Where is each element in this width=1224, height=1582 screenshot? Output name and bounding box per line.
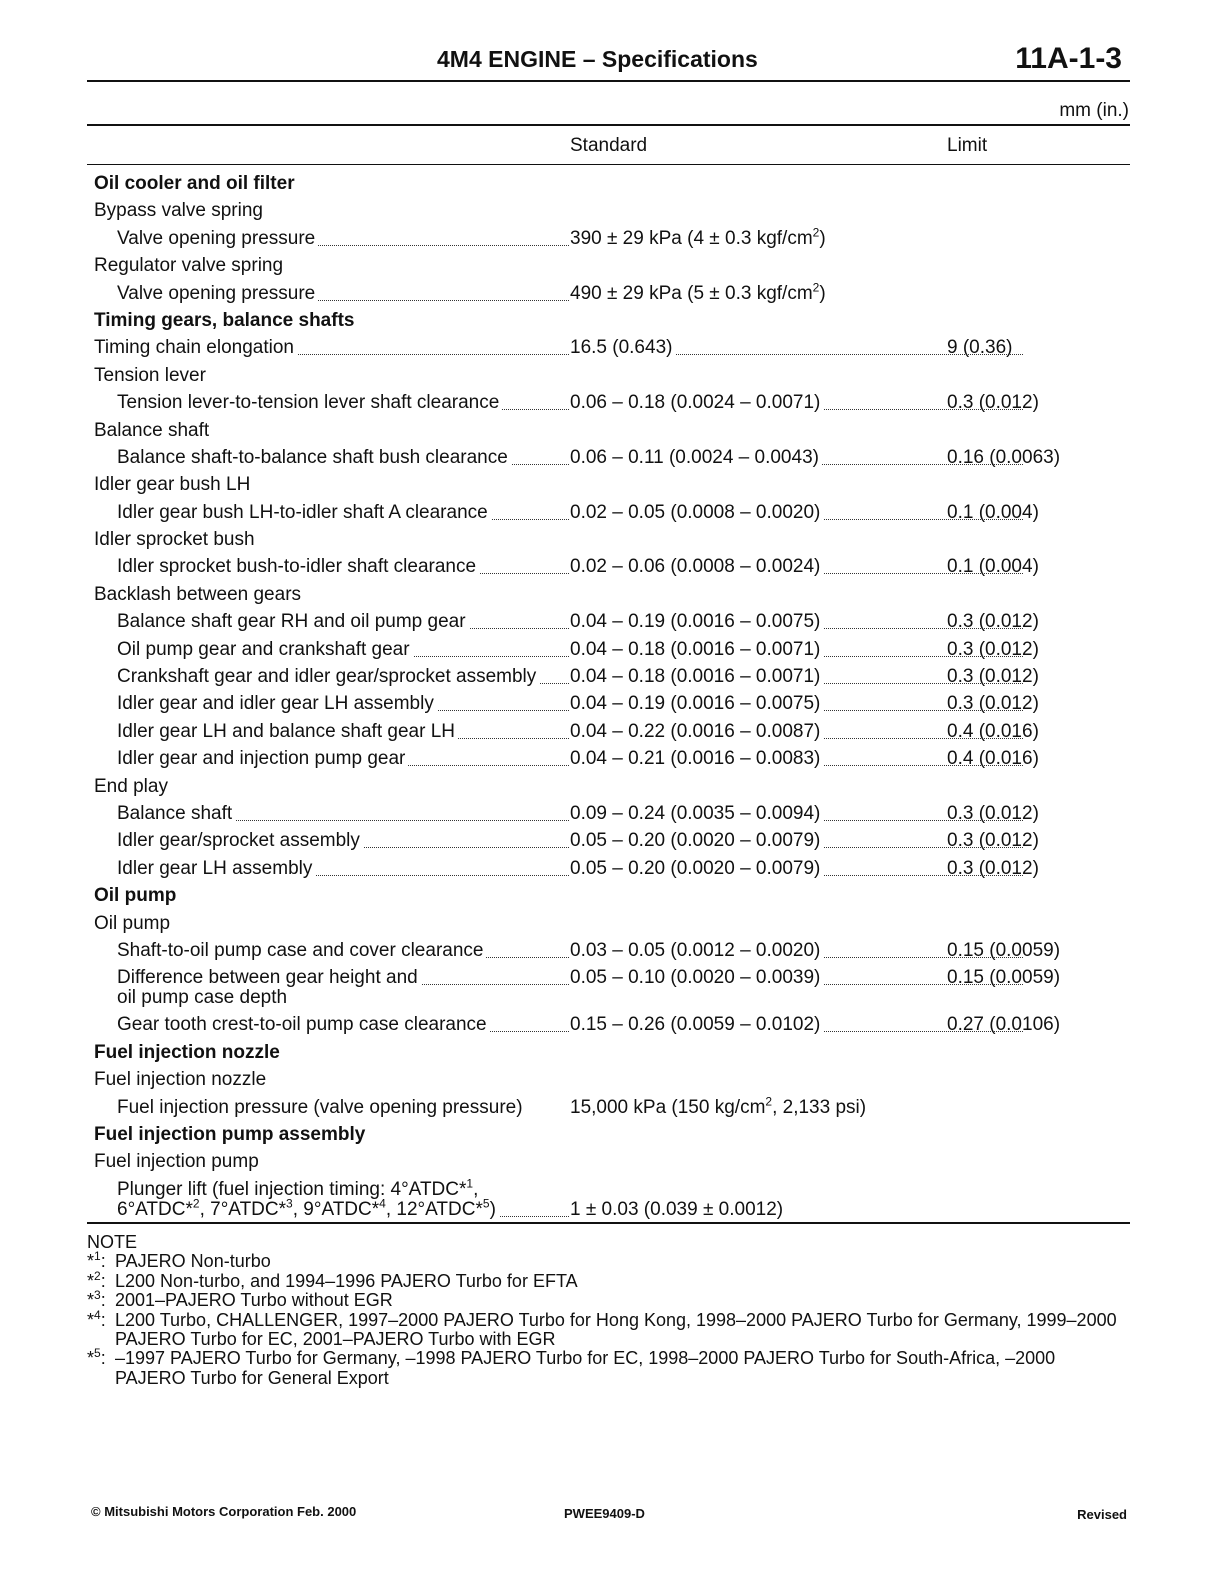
table-row [94,553,1130,580]
item-label: Idler gear LH assembly [117,858,315,879]
note-item [87,1346,1127,1388]
table-row [94,444,1130,471]
standard-value [570,964,823,991]
item-label: Oil pump gear and crankshaft gear [117,639,413,660]
note-text: L200 Non-turbo, and 1994–1996 PAJERO Turbo for EFTA [115,1270,578,1291]
item-label: Idler sprocket bush [94,529,258,550]
limit-value: 0.16 (0.0063) [947,446,1061,468]
item-label: Balance shaft [117,803,235,824]
standard-value [570,444,822,471]
item-label: Fuel injection pump [94,1151,262,1172]
standard-text: 0.04 – 0.18 (0.0016 – 0.0071) [570,666,823,687]
item-cell [94,581,304,608]
standard-text: 0.04 – 0.18 (0.0016 – 0.0071) [570,639,823,660]
item-cell [94,362,209,389]
standard-value [570,334,675,361]
item-cell [94,252,286,279]
section-heading [94,170,1130,197]
item-label: Valve opening pressure [117,283,318,304]
standard-text: 0.02 – 0.05 (0.0008 – 0.0020) [570,502,823,523]
item-label: Idler gear and injection pump gear [117,748,408,769]
table-row [94,964,1130,1011]
note-marker: *$^2$: [87,1268,106,1291]
note-marker: *$^3$: [87,1288,106,1311]
notes-title: NOTE [87,1232,138,1252]
item-cell [117,964,421,1011]
item-cell [117,745,408,772]
section-heading [94,1039,1130,1066]
item-cell [117,636,413,663]
item-cell [117,389,502,416]
item-label: Tension lever-to-tension lever shaft clearance [117,392,502,413]
item-label: Plunger lift (fuel injection timing: 4°ATDC*$^1$, 6°ATDC*$^2$, 7°ATDC*$^3$, 9°ATDC*$^4$, 12°ATDC*$^5$) [117,1180,499,1220]
item-cell [94,1121,368,1148]
standard-value [570,663,823,690]
limit-value: 0.27 (0.0106) [947,1014,1061,1036]
item-cell [117,280,318,307]
standard-value [570,636,823,663]
standard-text: 0.02 – 0.06 (0.0008 – 0.0024) [570,556,823,577]
standard-value [570,937,823,964]
item-cell [94,471,253,498]
standard-text: 390 ± 29 kPa (4 ± 0.3 kgf/$cm^2$) [570,228,829,249]
note-text: –1997 PAJERO Turbo for Germany, –1998 PAJERO Turbo for EC, 1998–2000 PAJERO Turbo for South-Africa, –2000 PAJERO Turbo for General Export [115,1348,1056,1388]
item-cell [94,307,357,334]
column-header-limit: Limit [947,135,988,156]
item-label: Oil cooler and oil filter [94,173,298,194]
item-label: Fuel injection nozzle [94,1042,283,1063]
standard-value [570,608,823,635]
standard-text: 0.05 – 0.20 (0.0020 – 0.0079) [570,830,823,851]
limit-value: 0.3 (0.012) [947,693,1039,715]
section-heading [94,1121,1130,1148]
item-cell [117,855,315,882]
item-label: Idler sprocket bush-to-idler shaft clearance [117,556,479,577]
item-cell [117,1176,499,1223]
standard-value [570,827,823,854]
standard-value [570,800,823,827]
item-label: Fuel injection pump assembly [94,1124,368,1145]
item-cell [94,910,173,937]
item-cell [117,663,539,690]
item-label: Gear tooth crest-to-oil pump case clearance [117,1014,490,1035]
item-label: Oil pump [94,885,179,906]
item-cell [117,827,363,854]
table-row [94,1011,1130,1038]
unit-label: mm (in.) [1059,100,1129,121]
limit-value: 0.1 (0.004) [947,556,1039,578]
standard-value [570,1094,869,1121]
table-row [94,1094,1130,1121]
item-cell [117,608,469,635]
spec-table [94,170,1130,1223]
table-row [94,1176,1130,1223]
item-label: Tension lever [94,365,209,386]
limit-value: 0.3 (0.012) [947,666,1039,688]
standard-value [570,553,823,580]
standard-text: 490 ± 29 kPa (5 ± 0.3 kgf/$cm^2$) [570,283,829,304]
item-label: Fuel injection pressure (valve opening pressure) [117,1097,526,1118]
standard-text: 0.06 – 0.18 (0.0024 – 0.0071) [570,392,823,413]
note-marker: *$^1$: [87,1249,106,1272]
limit-value: 0.3 (0.012) [947,830,1039,852]
limit-value: 0.3 (0.012) [947,392,1039,414]
item-cell [94,882,179,909]
item-cell [117,1011,490,1038]
standard-value [570,499,823,526]
table-row [94,389,1130,416]
item-label: Balance shaft-to-balance shaft bush clearance [117,447,511,468]
standard-value [570,690,823,717]
item-label: Idler gear/sprocket assembly [117,830,363,851]
item-cell [94,1148,262,1175]
standard-value [570,855,823,882]
note-text: L200 Turbo, CHALLENGER, 1997–2000 PAJERO Turbo for Hong Kong, 1998–2000 PAJERO Turbo for Germany, 1999–2000 PAJERO Turbo for EC, 2001–PAJERO Turbo with EGR [115,1309,1117,1350]
table-row [94,1148,1130,1175]
table-row [94,855,1130,882]
item-cell [117,553,479,580]
item-cell [117,1094,526,1121]
limit-value: 0.1 (0.004) [947,501,1039,523]
table-row [94,499,1130,526]
note-marker: *$^5$: [87,1346,106,1369]
item-label: Balance shaft [94,420,212,441]
item-label: Regulator valve spring [94,255,286,276]
item-cell [94,334,297,361]
standard-text: 0.04 – 0.19 (0.0016 – 0.0075) [570,693,823,714]
note-marker: *$^4$: [87,1307,106,1330]
item-cell [94,417,212,444]
standard-text: 0.04 – 0.21 (0.0016 – 0.0083) [570,748,823,769]
standard-text: 0.04 – 0.19 (0.0016 – 0.0075) [570,611,823,632]
page-number: 11A-1-3 [1015,42,1122,75]
notes-section [87,1233,1127,1388]
item-cell [117,444,511,471]
item-label: End play [94,776,171,797]
standard-text: 0.15 – 0.26 (0.0059 – 0.0102) [570,1014,823,1035]
table-top-rule [87,124,1130,126]
item-cell [117,225,318,252]
item-label: Idler gear and idler gear LH assembly [117,693,437,714]
standard-value [570,389,823,416]
limit-value: 0.15 (0.0059) [947,967,1061,989]
item-label: Idler gear bush LH-to-idler shaft A clearance [117,502,491,523]
column-header-standard: Standard [570,135,648,156]
note-item [87,1288,1127,1311]
table-row [94,280,1130,307]
item-label: Oil pump [94,913,173,934]
limit-value: 0.3 (0.012) [947,802,1039,824]
header-rule [87,80,1130,82]
item-label: Shaft-to-oil pump case and cover clearance [117,940,486,961]
standard-text: 15,000 kPa (150 $kg/cm^2$, 2,133 psi) [570,1097,869,1118]
note-text: PAJERO Non-turbo [115,1251,271,1272]
footer-doc-code: PWEE9409-D [564,1506,645,1521]
limit-value: 0.4 (0.016) [947,720,1039,742]
item-cell [94,1066,269,1093]
item-label: Idler gear bush LH [94,474,253,495]
standard-value [570,1011,823,1038]
footer-copyright: © Mitsubishi Motors Corporation Feb. 2000 [91,1504,357,1519]
standard-text: 0.06 – 0.11 (0.0024 – 0.0043) [570,447,822,468]
table-bottom-rule [87,1222,1130,1224]
item-cell [94,773,171,800]
item-label: Fuel injection nozzle [94,1069,269,1090]
standard-text: 1 ± 0.03 (0.039 ± 0.0012) [570,1199,786,1220]
standard-value [570,718,823,745]
item-label: Idler gear LH and balance shaft gear LH [117,721,458,742]
item-cell [117,937,486,964]
item-label: Difference between gear height and oil pump case depth [117,968,421,1008]
section-heading [94,882,1130,909]
page-title: 4M4 ENGINE – Specifications [437,46,758,72]
item-label: Bypass valve spring [94,200,266,221]
item-label: Balance shaft gear RH and oil pump gear [117,611,469,632]
item-cell [94,197,266,224]
table-row [94,745,1130,772]
item-label: Crankshaft gear and idler gear/sprocket assembly [117,666,539,687]
limit-value: 0.3 (0.012) [947,638,1039,660]
limit-value: 0.3 (0.012) [947,611,1039,633]
standard-value [570,745,823,772]
note-item [87,1268,1127,1291]
limit-value: 0.15 (0.0059) [947,939,1061,961]
standard-text: 0.04 – 0.22 (0.0016 – 0.0087) [570,721,823,742]
item-cell [117,690,437,717]
standard-value [570,225,829,252]
item-label: Valve opening pressure [117,228,318,249]
limit-value: 9 (0.36) [947,337,1013,359]
standard-text: 0.05 – 0.10 (0.0020 – 0.0039) [570,967,823,988]
table-row [94,334,1130,361]
standard-text: 0.03 – 0.05 (0.0012 – 0.0020) [570,940,823,961]
table-row [94,225,1130,252]
item-label: Backlash between gears [94,584,304,605]
limit-value: 0.3 (0.012) [947,857,1039,879]
note-text: 2001–PAJERO Turbo without EGR [115,1290,393,1311]
note-item [87,1249,1127,1272]
standard-text: 0.09 – 0.24 (0.0035 – 0.0094) [570,803,823,824]
footer-status: Revised [1077,1507,1127,1522]
item-label: Timing gears, balance shafts [94,310,357,331]
standard-text: 0.05 – 0.20 (0.0020 – 0.0079) [570,858,823,879]
table-header-rule [87,164,1130,165]
note-item [87,1307,1127,1350]
standard-text: 16.5 (0.643) [570,337,675,358]
item-cell [94,170,298,197]
item-cell [117,800,235,827]
item-cell [94,526,258,553]
standard-value [570,1196,786,1223]
standard-value [570,280,829,307]
table-row [94,1066,1130,1093]
item-cell [117,499,491,526]
item-cell [117,718,458,745]
item-label: Timing chain elongation [94,337,297,358]
limit-value: 0.4 (0.016) [947,748,1039,770]
item-cell [94,1039,283,1066]
